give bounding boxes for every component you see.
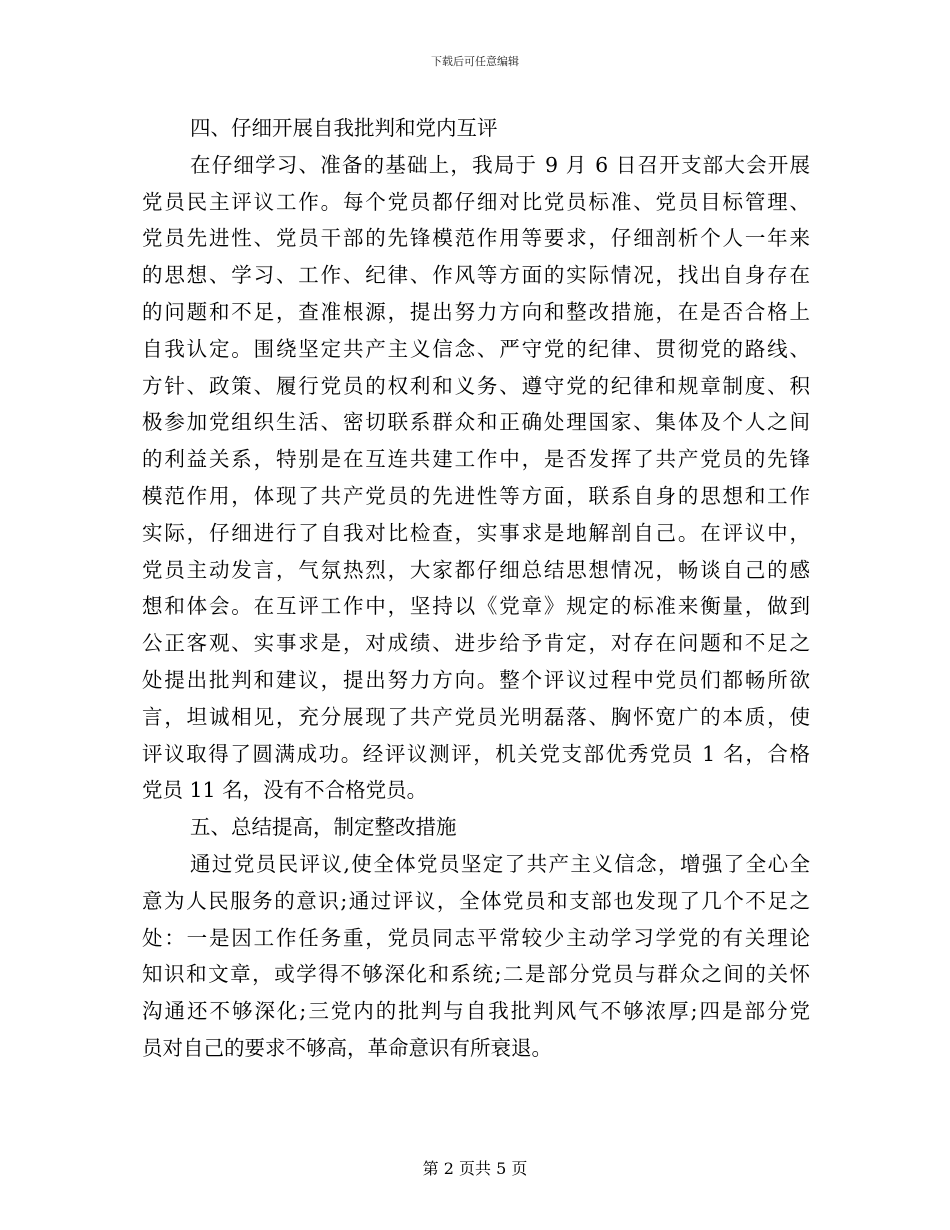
- paragraph-line: 言，坦诚相见，充分展现了共产党员光明磊落、胸怀宽广的本质，使: [142, 704, 810, 729]
- paragraph-line: 意为人民服务的意识;通过评议，全体党员和支部也发现了几个不足之: [142, 888, 810, 913]
- paragraph-line: 党员先进性、党员干部的先锋模范作用等要求，仔细剖析个人一年来: [142, 226, 810, 251]
- paragraph-line: 处：一是因工作任务重，党员同志平常较少主动学习学党的有关理论: [142, 925, 810, 950]
- section-heading: 五、总结提高，制定整改措施: [190, 815, 457, 840]
- page-header: 下载后可任意编辑: [431, 55, 519, 68]
- paragraph-line: 党员主动发言，气氛热烈，大家都仔细总结思想情况，畅谈自己的感: [142, 557, 810, 582]
- paragraph-line: 党员 11 名，没有不合格党员。: [142, 778, 428, 803]
- paragraph-line: 在仔细学习、准备的基础上，我局于 9 月 6 日召开支部大会开展: [190, 152, 810, 177]
- paragraph-line: 想和体会。在互评工作中，坚持以《党章》规定的标准来衡量，做到: [142, 594, 810, 619]
- paragraph-line: 极参加党组织生活、密切联系群众和正确处理国家、集体及个人之间: [142, 410, 810, 435]
- paragraph-line: 沟通还不够深化;三党内的批判与自我批判风气不够浓厚;四是部分党: [142, 999, 810, 1024]
- paragraph-line: 方针、政策、履行党员的权利和义务、遵守党的纪律和规章制度、积: [142, 373, 810, 398]
- paragraph-line: 党员民主评议工作。每个党员都仔细对比党员标准、党员目标管理、: [142, 189, 810, 214]
- paragraph-line: 公正客观、实事求是，对成绩、进步给予肯定，对存在问题和不足之: [142, 631, 810, 656]
- paragraph-line: 评议取得了圆满成功。经评议测评，机关党支部优秀党员 1 名，合格: [142, 741, 810, 766]
- paragraph-line: 模范作用，体现了共产党员的先进性等方面，联系自身的思想和工作: [142, 483, 810, 508]
- page-number-footer: 第 2 页共 5 页: [422, 1159, 528, 1178]
- paragraph-line: 通过党员民评议,使全体党员坚定了共产主义信念，增强了全心全: [190, 851, 810, 876]
- paragraph-line: 的问题和不足，查准根源，提出努力方向和整改措施，在是否合格上: [142, 299, 810, 324]
- section-heading: 四、仔细开展自我批判和党内互评: [190, 116, 498, 140]
- paragraph-line: 知识和文章，或学得不够深化和系统;二是部分党员与群众之间的关怀: [142, 962, 810, 987]
- paragraph-line: 的利益关系，特别是在互连共建工作中，是否发挥了共产党员的先锋: [142, 447, 810, 472]
- paragraph-line: 处提出批判和建议，提出努力方向。整个评议过程中党员们都畅所欲: [142, 667, 810, 692]
- document-body: [142, 110, 810, 1067]
- paragraph-line: 的思想、学习、工作、纪律、作风等方面的实际情况，找出自身存在: [142, 263, 810, 288]
- paragraph-line: 实际，仔细进行了自我对比检查，实事求是地解剖自己。在评议中，: [142, 520, 810, 545]
- paragraph-line: 员对自己的要求不够高，革命意识有所衰退。: [142, 1035, 552, 1060]
- paragraph-line: 自我认定。围绕坚定共产主义信念、严守党的纪律、贯彻党的路线、: [142, 336, 810, 361]
